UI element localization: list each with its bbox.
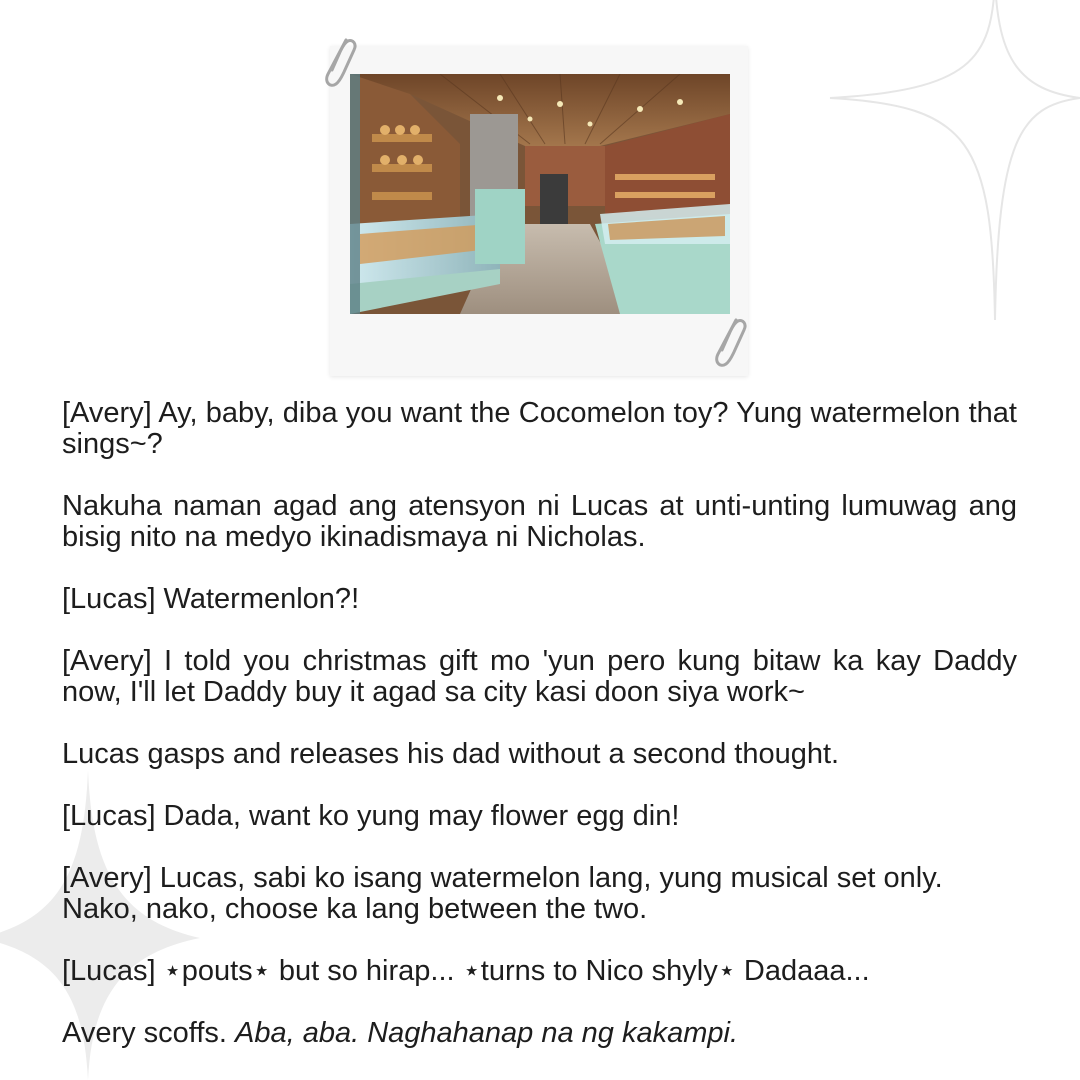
paragraph: [Lucas] Watermenlon?!	[62, 583, 360, 615]
paragraph	[62, 1018, 1017, 1049]
paperclip-icon	[320, 34, 360, 96]
paragraph: Nakuha naman agad ang atensyon ni Lucas at unti-unting lumuwag ang bisig nito na medyo ikinadismaya ni Nicholas.	[62, 490, 1017, 553]
paperclip-icon	[710, 314, 750, 376]
paragraph: [Avery] Ay, baby, diba you want the Cocomelon toy? Yung watermelon that sings~?	[62, 397, 1017, 460]
paragraph: [Avery] Lucas, sabi ko isang watermelon lang, yung musical set only. Nako, nako, choose ka lang between the two.	[62, 862, 943, 925]
polaroid-frame	[330, 46, 748, 376]
paragraph: [Lucas] ⋆pouts⋆ but so hirap... ⋆turns to Nico shyly⋆ Dadaaa...	[62, 955, 870, 987]
paragraph: Lucas gasps and releases his dad without a second thought.	[62, 738, 840, 770]
story-text	[62, 398, 1017, 1080]
italic-text: Aba, aba. Naghahanap na ng kakampi.	[235, 1017, 739, 1049]
paragraph: [Avery] I told you christmas gift mo 'yun pero kung bitaw ka kay Daddy now, I'll let Daddy buy it agad sa city kasi doon siya work~	[62, 645, 1017, 708]
bakery-photo	[350, 74, 730, 314]
paragraph-text: Avery scoffs.	[62, 1017, 235, 1049]
sparkle-outline-icon	[770, 0, 1080, 320]
paragraph: [Lucas] Dada, want ko yung may flower egg din!	[62, 800, 680, 832]
